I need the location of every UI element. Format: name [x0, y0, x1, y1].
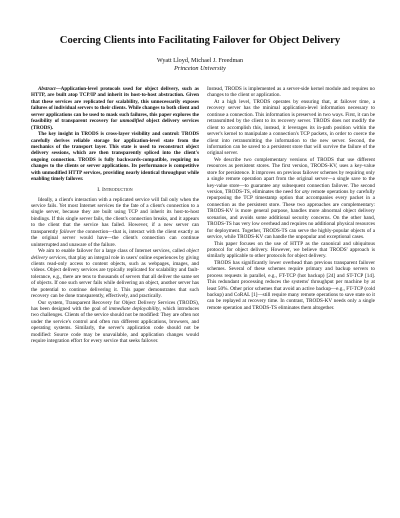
paper-authors: Wyatt Lloyd, Michael J. Freedman	[156, 57, 244, 64]
abstract-lead: Abstract	[38, 86, 56, 92]
intro-paragraph-1	[31, 197, 199, 249]
intro-p2-emph: object delivery services	[31, 248, 199, 261]
intro-p3-end: , which introduces two challenges. Clients of the service should not be modified: They are often not under the service's control and often run different applications, browsers, and operating systems. Similarly, the server's application code should not be modified: Source code may be unavailable, and application changes would require integration effort for every service that seeks failover.	[31, 306, 199, 345]
abstract-body-end: object delivery services (TRODS).	[31, 118, 199, 131]
right-paragraph-5: TRODS has significantly lower overhead than previous transparent failover schemes. Several of these schemes require primary and backup servers to process requests in parallel, e.g., FT-TCP (hot backup) [24] and ST-TCP [14]. This redundant processing reduces the systems' throughput per machine by at least 50%. Other prior schemes that avoid an active backup—e.g., FT-TCP (cold backup) and CoRAL [1]—still require many remote operations to save state so it can be replayed at recovery time. In contrast, TRODS-KV needs only a single remote operation and TRODS-TS eliminates them altogether.	[207, 259, 375, 311]
intro-p1-text: Ideally, a client's interaction with a replicated service will fail only when the service fails. Yet most Internet services tie the fate of a client's connection to a single server, because they are built using TCP and inherit its host-to-host bindings. If this single server fails, the client's connection breaks, and it appears to the client that the service has failed. However, if a new server can transparently	[31, 196, 199, 235]
right-paragraph-2: At a high level, TRODS operates by ensuring that, at failover time, a recovery server has the minimal application-level information necessary to continue a connection. This information is preserved in two ways. First, it can be retransmitted by the client to its recovery server. TRODS does not modify the client to accomplish this, instead, it leverages its in-path position within the server's kernel to manipulate a connection's TCP packets, in order to coerce the client into retransmitting the information to the new server. Second, the information can be saved to a persistent store that will survive the failure of the original server.	[207, 98, 375, 157]
intro-p2-end: , that play an integral role in users' online experiences by giving clients read-only access to content objects, such as webpages, images, and videos. Object delivery services are typically replicated for scalability and fault-tolerance, e.g., there are tens to thousands of servers that all deliver the same set of objects. If one such server fails while delivering an object, another server has the potential to continue delivering it. This paper demonstrates that such recovery can be done transparently, effectively, and practically.	[31, 254, 199, 300]
right-paragraph-3	[207, 157, 375, 241]
intro-paragraph-2	[31, 248, 199, 300]
right-p3-end: remote operations by carefully repurposing the TCP timestamp option that accompanies every packet in a connection as the persistent store. These two approaches are complementary: TRODS-KV is more general purpose, handles more abnormal object delivery scenarios, and avoids some additional security concerns. On the other hand, TRODS-TS has very low overhead and requires no additional physical resources for deployment. Together, TRODS-TS can serve the highly-popular objects of a service, while TRODS-KV can handle the unpopular and exceptional cases.	[207, 189, 375, 241]
right-column	[207, 86, 375, 506]
paper-title: Coercing Clients into Facilitating Failover for Object Delivery	[59, 35, 341, 46]
section-heading-introduction: I. Introduction	[97, 186, 133, 193]
right-p3-text: We describe two complementary versions of TRODS that use different resources as persistent stores. The first version, TRODS-KV, uses a key-value store for persistence. It improves on previous failover schemes by requiring only a single remote operation apart from the original server—a single save to the key-value store—to guarantee any subsequent connection failover. The second version, TRODS-TS, eliminates the need for	[207, 156, 375, 195]
abstract-body: —Application-level protocols used for object delivery, such as HTTP, are built atop TCP/IP and inherit its host-to-host abstraction. Given that these services are replicated for scalability, this unnecessarily exposes failures of individual servers to their clients. While changes to both client and server applications can be used to mask such failures, this paper explores the feasibility of transparent recovery for	[31, 86, 199, 125]
intro-p3-text: Our system, Transparent Recovery for Object Delivery Services (TRODS), has been designed with the goal of	[31, 299, 199, 312]
abstract-paragraph-2: The key insight in TRODS is cross-layer visibility and control: TRODS carefully derives reliable storage for application-level state from the mechanics of the transport layer. This state is used to reconstruct object delivery sessions, which are then transparently spliced into the client's ongoing connection. TRODS is fully backwards-compatible, requiring no changes to the clients or server applications. Its performance is competitive with unmodified HTTP services, providing nearly identical throughput while enabling timely failover.	[31, 131, 199, 183]
left-column	[31, 86, 199, 506]
abstract-paragraph	[31, 86, 199, 131]
intro-p1-emph: failover	[59, 228, 76, 235]
right-p3-emph: any	[301, 189, 310, 195]
abstract-emph: unmodified	[119, 118, 144, 125]
right-paragraph-1: Instead, TRODS is implemented as a server-side kernel module and requires no changes to the client or application.	[207, 86, 375, 99]
paper-affiliation: Princeton University	[174, 65, 226, 72]
intro-paragraph-3	[31, 300, 199, 345]
right-paragraph-4: This paper focuses on the use of HTTP as the canonical and ubiquitous protocol for object delivery. However, we believe that TRODS' approach is similarly applicable to other protocols for object delivery.	[207, 240, 375, 260]
intro-p2-text: We aim to enable failover for a large class of Internet services, called	[38, 248, 187, 255]
intro-p1-end: the connection—that is, interact with the client exactly as the original server would have—the client's connection can continue uninterrupted and unaware of the failure.	[31, 228, 199, 248]
intro-p3-emph: immediate deployability	[108, 306, 160, 312]
